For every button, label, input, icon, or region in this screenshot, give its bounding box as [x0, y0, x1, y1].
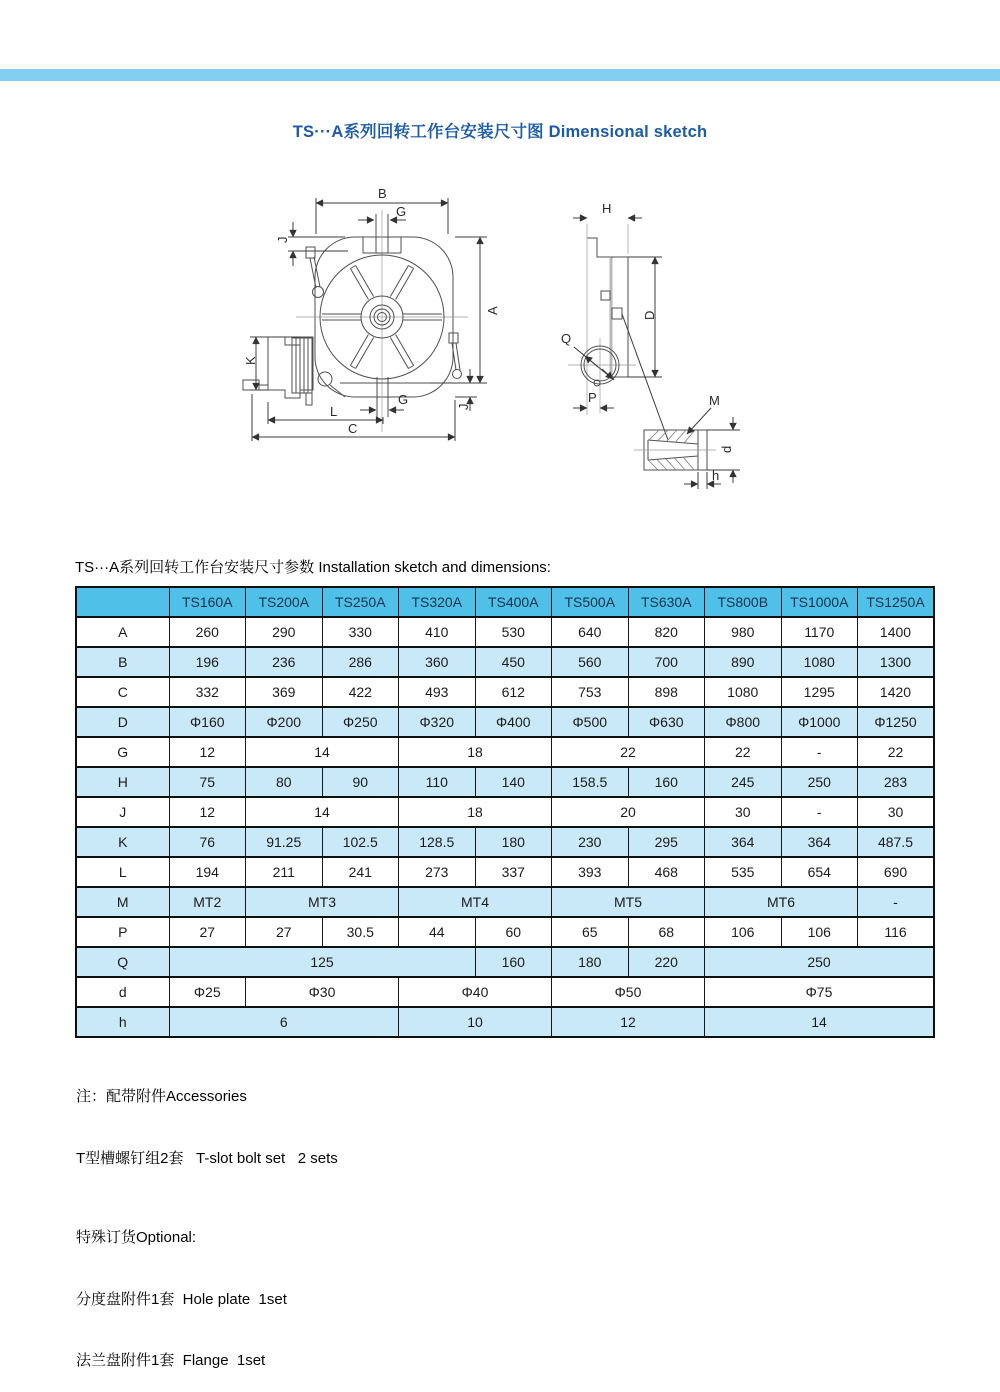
table-cell: 158.5 — [552, 767, 629, 797]
table-cell: MT2 — [169, 887, 246, 917]
table-cell: - — [781, 737, 858, 767]
table-cell: 337 — [475, 857, 552, 887]
note-accessories: 注：配带附件Accessories — [76, 1088, 247, 1105]
table-cell: 18 — [399, 797, 552, 827]
table-cell: 753 — [552, 677, 629, 707]
table-cell: 12 — [552, 1007, 705, 1037]
table-cell: 180 — [552, 947, 629, 977]
table-cell: 116 — [858, 917, 935, 947]
dim-label-j-top: J — [275, 236, 290, 243]
table-cell: 283 — [858, 767, 935, 797]
table-cell: 125 — [169, 947, 475, 977]
column-header: TS500A — [552, 587, 629, 617]
page-title: TS···A系列回转工作台安装尺寸图 Dimensional sketch — [292, 123, 708, 141]
table-cell: MT5 — [552, 887, 705, 917]
table-cell: 250 — [781, 767, 858, 797]
table-cell: 128.5 — [399, 827, 476, 857]
row-label: d — [76, 977, 169, 1007]
table-cell: 468 — [628, 857, 705, 887]
table-cell: 22 — [705, 737, 782, 767]
table-cell: 535 — [705, 857, 782, 887]
table-cell: 295 — [628, 827, 705, 857]
table-row — [76, 827, 934, 857]
table-cell: 690 — [858, 857, 935, 887]
table-cell: 898 — [628, 677, 705, 707]
side-view — [561, 201, 740, 489]
dim-label-p: P — [588, 390, 597, 405]
dim-label-m: M — [709, 393, 720, 408]
table-cell: 530 — [475, 617, 552, 647]
table-cell: 890 — [705, 647, 782, 677]
row-label: P — [76, 917, 169, 947]
table-cell: 76 — [169, 827, 246, 857]
column-header — [76, 587, 169, 617]
table-cell: 410 — [399, 617, 476, 647]
table-cell: 102.5 — [322, 827, 399, 857]
table-cell: 487.5 — [858, 827, 935, 857]
table-cell: 360 — [399, 647, 476, 677]
table-row — [76, 647, 934, 677]
table-row — [76, 677, 934, 707]
table-cell: 1170 — [781, 617, 858, 647]
note-optional-title: 特殊订货Optional: — [76, 1229, 197, 1246]
table-row — [76, 887, 934, 917]
table-cell: 75 — [169, 767, 246, 797]
table-cell: 22 — [552, 737, 705, 767]
table-cell: 6 — [169, 1007, 399, 1037]
table-cell: 12 — [169, 797, 246, 827]
column-header: TS160A — [169, 587, 246, 617]
table-cell: 1080 — [781, 647, 858, 677]
table-cell: 106 — [705, 917, 782, 947]
table-cell: 196 — [169, 647, 246, 677]
row-label: J — [76, 797, 169, 827]
table-row — [76, 947, 934, 977]
table-cell: Φ250 — [322, 707, 399, 737]
table-cell: Φ1250 — [858, 707, 935, 737]
dim-label-h-small: h — [712, 468, 720, 483]
table-cell: 422 — [322, 677, 399, 707]
table-cell: - — [858, 887, 935, 917]
table-cell: 18 — [399, 737, 552, 767]
row-label: G — [76, 737, 169, 767]
row-label: B — [76, 647, 169, 677]
row-label: h — [76, 1007, 169, 1037]
table-row — [76, 1007, 934, 1037]
table-head — [76, 587, 934, 617]
table-row — [76, 707, 934, 737]
table-cell: Φ320 — [399, 707, 476, 737]
column-header: TS200A — [246, 587, 323, 617]
table-cell: Φ800 — [705, 707, 782, 737]
note-hole-plate: 分度盘附件1套 Hole plate 1set — [76, 1290, 287, 1308]
table-cell: 65 — [552, 917, 629, 947]
table-cell: 820 — [628, 617, 705, 647]
table-cell: 1295 — [781, 677, 858, 707]
table-cell: 211 — [246, 857, 323, 887]
table-cell: 369 — [246, 677, 323, 707]
column-header: TS1250A — [858, 587, 935, 617]
table-cell: 91.25 — [246, 827, 323, 857]
table-cell: 250 — [705, 947, 935, 977]
table-row — [76, 797, 934, 827]
table-cell: 194 — [169, 857, 246, 887]
table-cell: 260 — [169, 617, 246, 647]
table-cell: Φ50 — [552, 977, 705, 1007]
table-cell: 60 — [475, 917, 552, 947]
row-label: C — [76, 677, 169, 707]
header-row — [76, 587, 934, 617]
row-label: A — [76, 617, 169, 647]
column-header: TS250A — [322, 587, 399, 617]
table-cell: 27 — [246, 917, 323, 947]
dim-label-d-small: d — [719, 445, 734, 453]
top-accent-bar — [0, 69, 1000, 81]
dim-label-a: A — [485, 306, 500, 315]
table-cell: Φ25 — [169, 977, 246, 1007]
table-cell: 450 — [475, 647, 552, 677]
table-cell: 364 — [781, 827, 858, 857]
row-label: H — [76, 767, 169, 797]
table-cell: 273 — [399, 857, 476, 887]
dimensions-table — [75, 586, 935, 1038]
table-cell: 80 — [246, 767, 323, 797]
table-cell: MT4 — [399, 887, 552, 917]
table-cell: 1080 — [705, 677, 782, 707]
table-cell: Φ30 — [246, 977, 399, 1007]
table-cell: 654 — [781, 857, 858, 887]
column-header: TS400A — [475, 587, 552, 617]
table-cell: 220 — [628, 947, 705, 977]
table-cell: 30.5 — [322, 917, 399, 947]
column-header: TS320A — [399, 587, 476, 617]
table-row — [76, 977, 934, 1007]
table-cell: 14 — [246, 737, 399, 767]
column-header: TS800B — [705, 587, 782, 617]
table-cell: 44 — [399, 917, 476, 947]
table-cell: 12 — [169, 737, 246, 767]
table-cell: 560 — [552, 647, 629, 677]
column-header: TS630A — [628, 587, 705, 617]
row-label: D — [76, 707, 169, 737]
table-cell: MT3 — [246, 887, 399, 917]
table-cell: 332 — [169, 677, 246, 707]
row-label: L — [76, 857, 169, 887]
table-row — [76, 617, 934, 647]
table-cell: 14 — [246, 797, 399, 827]
table-body — [76, 617, 934, 1037]
dim-label-g-bottom: G — [398, 392, 409, 407]
table-cell: 1300 — [858, 647, 935, 677]
table-cell: 493 — [399, 677, 476, 707]
table-cell: 14 — [705, 1007, 935, 1037]
dim-label-l: L — [330, 404, 338, 419]
table-cell: 330 — [322, 617, 399, 647]
dim-label-c: C — [348, 421, 358, 436]
note-tslot: T型槽螺钉组2套 T-slot bolt set 2 sets — [76, 1149, 338, 1167]
dimensional-sketch — [0, 170, 1000, 510]
dim-label-k: K — [243, 356, 258, 365]
dim-label-b: B — [378, 186, 387, 201]
table-cell: 393 — [552, 857, 629, 887]
table-cell: 68 — [628, 917, 705, 947]
table-cell: 160 — [475, 947, 552, 977]
table-row — [76, 917, 934, 947]
dim-label-j-bottom: J — [456, 403, 471, 410]
dim-label-q: Q — [561, 331, 572, 346]
table-cell: 241 — [322, 857, 399, 887]
table-cell: 30 — [858, 797, 935, 827]
table-cell: 30 — [705, 797, 782, 827]
table-cell: 140 — [475, 767, 552, 797]
table-cell: Φ500 — [552, 707, 629, 737]
table-cell: - — [781, 797, 858, 827]
row-label: M — [76, 887, 169, 917]
table-cell: 1400 — [858, 617, 935, 647]
row-label: Q — [76, 947, 169, 977]
table-row — [76, 737, 934, 767]
table-cell: Φ630 — [628, 707, 705, 737]
table-cell: 245 — [705, 767, 782, 797]
table-cell: 180 — [475, 827, 552, 857]
row-label: K — [76, 827, 169, 857]
table-cell: 290 — [246, 617, 323, 647]
table-cell: 27 — [169, 917, 246, 947]
table-cell: 700 — [628, 647, 705, 677]
table-cell: 110 — [399, 767, 476, 797]
dim-label-h-top: H — [602, 201, 612, 216]
table-cell: 90 — [322, 767, 399, 797]
column-header: TS1000A — [781, 587, 858, 617]
notes-block — [76, 1046, 338, 1392]
table-cell: 286 — [322, 647, 399, 677]
dimensions-table-wrap — [75, 586, 937, 1038]
table-cell: 22 — [858, 737, 935, 767]
table-cell: 1420 — [858, 677, 935, 707]
note-flange: 法兰盘附件1套 Flange 1set — [76, 1352, 266, 1369]
table-cell: 230 — [552, 827, 629, 857]
technical-drawing-svg — [0, 170, 1000, 510]
table-cell: 980 — [705, 617, 782, 647]
table-cell: Φ200 — [246, 707, 323, 737]
table-cell: Φ1000 — [781, 707, 858, 737]
table-cell: 160 — [628, 767, 705, 797]
table-cell: Φ40 — [399, 977, 552, 1007]
table-caption: TS···A系列回转工作台安装尺寸参数 Installation sketch and dimensions: — [75, 559, 551, 576]
table-cell: 364 — [705, 827, 782, 857]
dim-label-d-dia: D — [642, 310, 657, 320]
dim-label-g-top: G — [396, 204, 407, 219]
table-cell: MT6 — [705, 887, 858, 917]
table-cell: Φ160 — [169, 707, 246, 737]
table-cell: 20 — [552, 797, 705, 827]
table-cell: 10 — [399, 1007, 552, 1037]
table-row — [76, 767, 934, 797]
table-cell: Φ75 — [705, 977, 935, 1007]
table-cell: 640 — [552, 617, 629, 647]
table-row — [76, 857, 934, 887]
table-cell: Φ400 — [475, 707, 552, 737]
table-cell: 612 — [475, 677, 552, 707]
front-view — [243, 186, 500, 441]
table-cell: 236 — [246, 647, 323, 677]
table-cell: 106 — [781, 917, 858, 947]
